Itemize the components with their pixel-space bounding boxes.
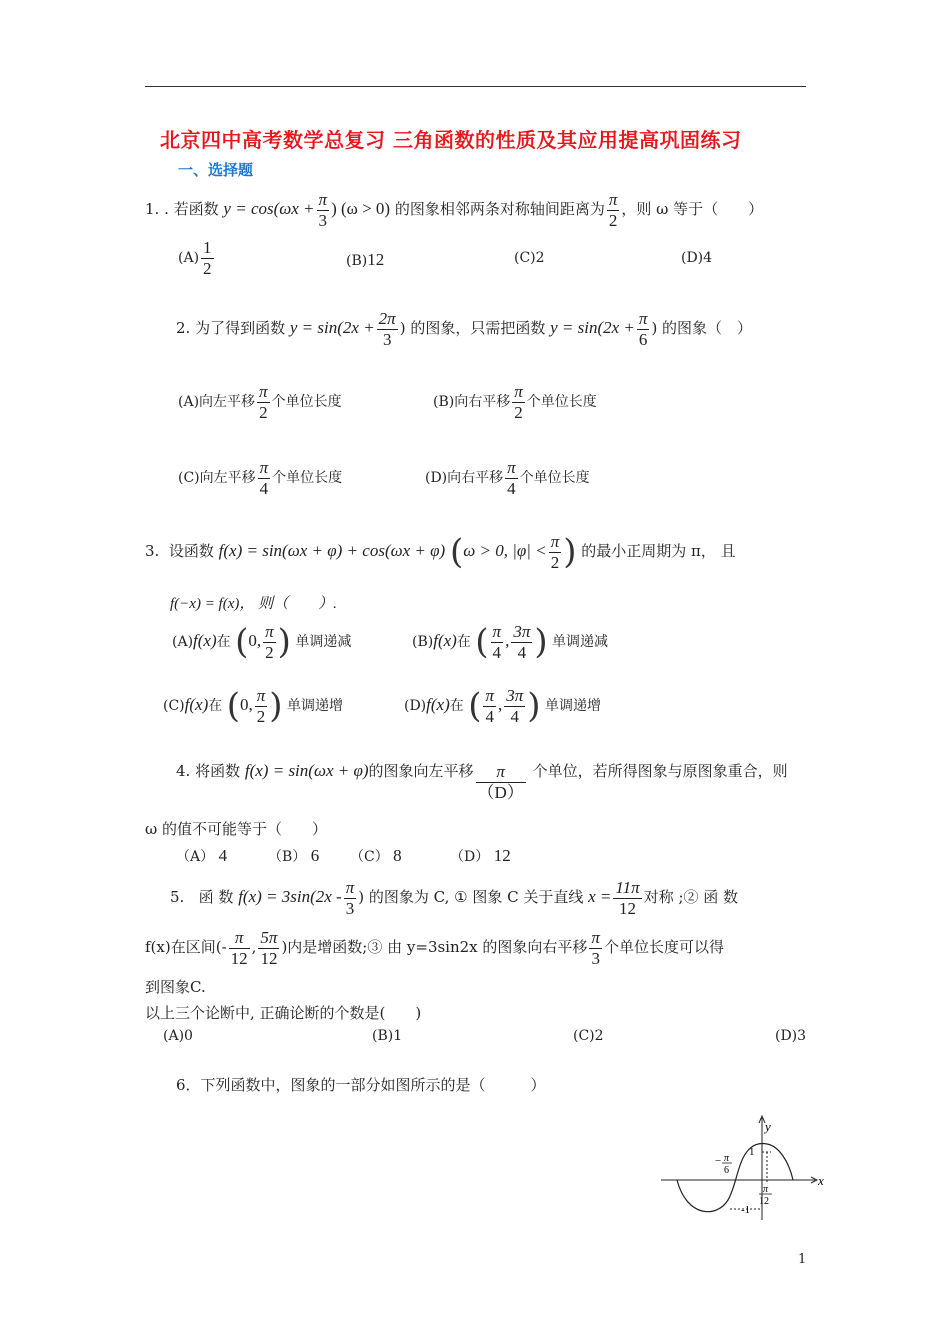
q4-line2: ω 的值不可能等于（ ） [145, 820, 328, 838]
q4-option-c: （C） 8 [350, 846, 402, 865]
question-1: 1. . 若函数 y = cos(ωx + $\frac{\pi}{3}$ ) (ω > 0) 的图象相邻两条对称轴间距离为 $\frac{\pi}{2}$ ，则 ω 等于（ ） [145, 190, 764, 230]
q5-option-b: (B)1 [372, 1028, 403, 1044]
pi12-den: 12 [759, 1196, 769, 1207]
x-label: x [818, 1173, 824, 1188]
section-heading: 一、选择题 [178, 161, 254, 179]
q1-option-b: (B)12 [346, 250, 385, 269]
q5-line3: 到图象C. [145, 978, 206, 996]
question-4: 4. 将函数 f(x) = sin(ωx + φ)的图象向左平移 $\frac{\pi}{(D)}$ 个单位，若所得图象与原图象重合，则 [176, 761, 788, 802]
label-neg-one: -1 [741, 1204, 751, 1216]
q5-line2: f(x)在区间(- $\frac{\pi}{12}$ , $\frac{5\pi}{12}$ )内是增函数;③ 由 y=3sin2x 的图象向右平移 $\frac{\pi}{3}$ 个单位长度可以得 [145, 928, 724, 968]
top-rule [145, 86, 806, 87]
q1-option-c: (C)2 [514, 250, 545, 266]
q3-option-c: (C)f(x)在 (0, $\frac{\pi}{2}$ ) 单调递增 [163, 686, 343, 727]
q3-option-a: (A)f(x)在 (0, $\frac{\pi}{2}$ ) 单调递减 [172, 622, 352, 663]
question-2: 2. 为了得到函数 y = sin(2x + $\frac{2\pi}{3}$ ) 的图象，只需把函数 y = sin(2x + $\frac{\pi}{6}$ ) 的图象（ ） [176, 309, 753, 349]
neg-sign: − [715, 1155, 722, 1167]
q3-option-b: (B)f(x)在 ( $\frac{\pi}{4}$ , $\frac{3\pi}{4}$ ) 单调递减 [412, 622, 609, 663]
q4-option-a: （A） 4 [176, 846, 228, 865]
q3-option-d: (D)f(x)在 ( $\frac{\pi}{4}$ , $\frac{3\pi}{4}$ ) 单调递增 [404, 686, 601, 727]
sine-graph-figure [655, 1112, 835, 1224]
q1-option-d: (D)4 [681, 250, 713, 266]
sine-curve [677, 1144, 793, 1212]
neg-pi6-num: π [724, 1153, 730, 1164]
q1-number: 1. [145, 200, 160, 219]
q4-option-d: （D） 12 [450, 846, 511, 865]
pi12-num: π [763, 1184, 769, 1195]
question-3: 3. 设函数 f(x) = sin(ωx + φ) + cos(ωx + φ) (ω > 0, |φ| < $\frac{\pi}{2}$ ) 的最小正周期为 π， 且 [145, 532, 736, 573]
q5-option-a: (A)0 [163, 1028, 193, 1044]
q2-option-a: (A)向左平移 $\frac{\pi}{2}$ 个单位长度 [178, 382, 342, 422]
q4-option-b: （B） 6 [268, 846, 320, 865]
q2-option-b: (B)向右平移 $\frac{\pi}{2}$ 个单位长度 [433, 382, 597, 422]
question-6: 6．下列函数中，图象的一部分如图所示的是（ ） [176, 1076, 546, 1094]
q5-option-d: (D)3 [775, 1028, 807, 1044]
page-title: 北京四中高考数学总复习 三角函数的性质及其应用提高巩固练习 [160, 128, 742, 152]
q5-line4: 以上三个论断中, 正确论断的个数是( ) [145, 1004, 422, 1022]
q2-option-c: (C)向左平移 $\frac{\pi}{4}$ 个单位长度 [178, 458, 343, 498]
q2-option-d: (D)向右平移 $\frac{\pi}{4}$ 个单位长度 [425, 458, 590, 498]
q3-condition: f(−x) = f(x)， 则（ ）. [170, 596, 337, 612]
page-number: 1 [798, 1252, 807, 1267]
question-5: 5. 函 数 f(x) = 3sin(2x - $\frac{\pi}{3}$ ) 的图象为 C, ① 图象 C 关于直线 x = $\frac{11\pi}{12}$ 对称 ;② 函 数 [170, 878, 739, 918]
q5-option-c: (C)2 [573, 1028, 604, 1044]
y-label: y [765, 1119, 771, 1134]
label-one: 1 [749, 1146, 755, 1158]
q1-option-a: (A) $\frac{1}{2}$ [178, 238, 212, 278]
neg-pi6-den: 6 [724, 1165, 729, 1176]
